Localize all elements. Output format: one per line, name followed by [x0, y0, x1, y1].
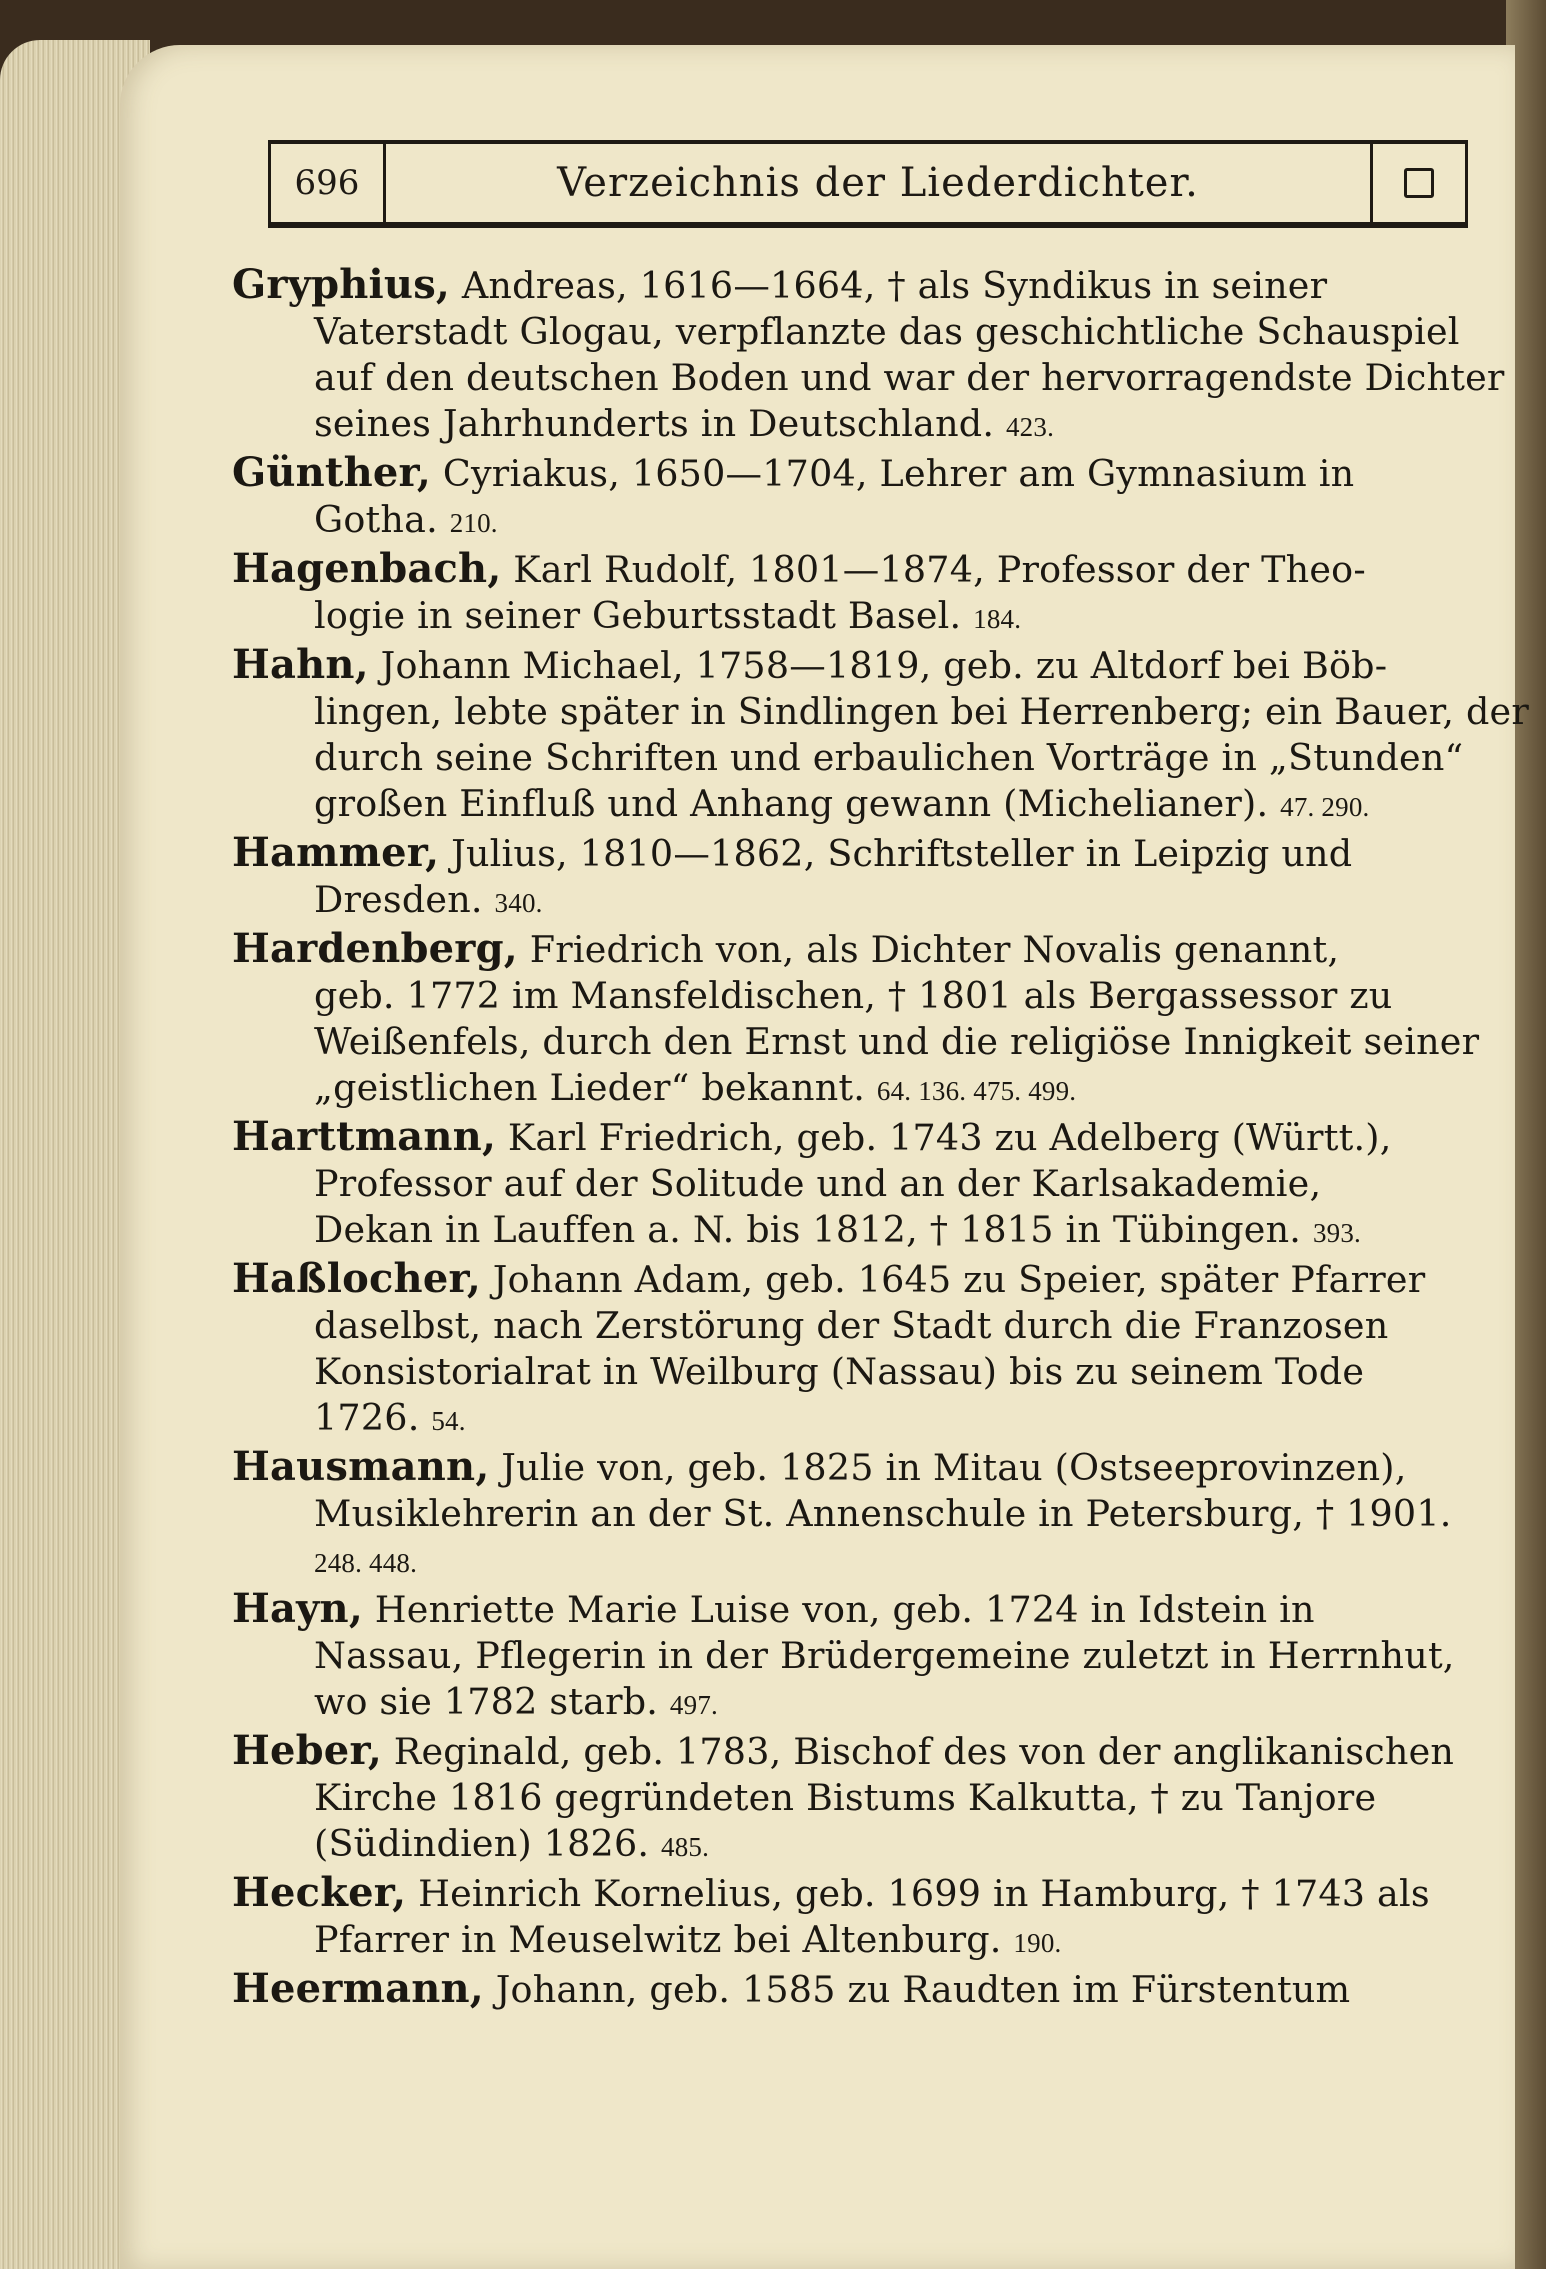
entry-continuation-line	[232, 735, 1474, 781]
entry-text: Dekan in Lauffen a. N. bis 1812, † 1815 in Tübingen.	[314, 1208, 1302, 1251]
page-header	[268, 140, 1468, 228]
entry-continuation-line	[232, 1775, 1474, 1821]
entry-first-line	[232, 450, 1474, 497]
entry-continuation-line	[232, 877, 1474, 926]
poet-name: Hagenbach,	[232, 545, 502, 592]
page-title: Verzeichnis der Liederdichter.	[557, 160, 1199, 206]
entry-first-line	[232, 262, 1474, 309]
entry-text: durch seine Schriften und erbaulichen Vorträge in „Stunden“	[314, 736, 1464, 779]
entry-text: daselbst, nach Zerstörung der Stadt durch die Franzosen	[314, 1304, 1389, 1347]
entry-text: (Südindien) 1826.	[314, 1822, 650, 1865]
hymn-reference-numbers: 485.	[661, 1832, 710, 1862]
entry-text: Pfarrer in Meuselwitz bei Altenburg.	[314, 1918, 1002, 1961]
entry-first-line	[232, 1256, 1474, 1303]
entry-continuation-line	[232, 401, 1474, 450]
entry-first-line	[232, 642, 1474, 689]
entry-continuation-line	[232, 689, 1529, 735]
hymn-reference-numbers: 340.	[494, 888, 543, 918]
hymn-reference-numbers: 47. 290.	[1280, 792, 1370, 822]
hymn-reference-numbers: 497.	[669, 1690, 718, 1720]
entry-text: seines Jahrhunderts in Deutschland.	[314, 402, 995, 445]
entry-continuation-line	[232, 309, 1474, 355]
entry-continuation-line	[232, 1065, 1474, 1114]
poet-entry	[232, 1728, 1474, 1870]
poet-name: Günther,	[232, 449, 432, 496]
poet-name: Hammer,	[232, 829, 440, 876]
poet-entry	[232, 1870, 1474, 1966]
entry-text: Henriette Marie Luise von, geb. 1724 in Idstein in	[374, 1588, 1315, 1631]
entry-continuation-line	[232, 781, 1474, 830]
entry-text: Julie von, geb. 1825 in Mitau (Ostseeprovinzen),	[501, 1446, 1407, 1489]
entry-continuation-line	[232, 973, 1474, 1019]
poet-name: Hausmann,	[232, 1443, 490, 1490]
entry-text: Professor auf der Solitude und an der Karlsakademie,	[314, 1162, 1322, 1205]
entry-continuation-line	[232, 1537, 1474, 1586]
poet-entry	[232, 830, 1474, 926]
entry-text: 1726.	[314, 1396, 420, 1439]
poet-entry	[232, 1444, 1474, 1586]
entry-continuation-line	[232, 497, 1474, 546]
poet-name: Hardenberg,	[232, 925, 518, 972]
poet-entry	[232, 1966, 1474, 2013]
poet-entry	[232, 450, 1474, 546]
entry-continuation-line	[232, 1821, 1474, 1870]
entry-first-line	[232, 1966, 1474, 2013]
entry-text: Johann Michael, 1758—1819, geb. zu Altdorf bei Böb-	[380, 644, 1388, 687]
entry-text: Karl Friedrich, geb. 1743 zu Adelberg (Württ.),	[507, 1116, 1392, 1159]
entry-first-line	[232, 1444, 1474, 1491]
entry-text: Julius, 1810—1862, Schriftsteller in Leipzig und	[451, 832, 1353, 875]
entry-text: Cyriakus, 1650—1704, Lehrer am Gymnasium in	[442, 452, 1355, 495]
entry-text: Nassau, Pflegerin in der Brüdergemeine zuletzt in Herrnhut,	[314, 1634, 1455, 1677]
entry-text: „geistlichen Lieder“ bekannt.	[314, 1066, 866, 1109]
entry-continuation-line	[232, 1349, 1474, 1395]
entry-text: Gotha.	[314, 498, 438, 541]
hymn-reference-numbers: 393.	[1312, 1218, 1361, 1248]
poet-entry	[232, 261, 1505, 450]
poet-name: Haßlocher,	[232, 1255, 481, 1302]
poet-name: Heber,	[232, 1727, 382, 1774]
entry-continuation-line	[232, 1303, 1474, 1349]
poet-name: Hayn,	[232, 1585, 363, 1632]
poet-name: Hecker,	[232, 1869, 407, 1916]
entry-text: Konsistorialrat in Weilburg (Nassau) bis zu seinem Tode	[314, 1350, 1365, 1393]
hymn-reference-numbers: 184.	[973, 604, 1022, 634]
entry-text: Karl Rudolf, 1801—1874, Professor der Theo-	[513, 548, 1366, 591]
entry-first-line	[232, 1870, 1474, 1917]
entry-continuation-line	[232, 1207, 1474, 1256]
hymn-reference-numbers: 210.	[449, 508, 498, 538]
page-number: 696	[271, 144, 386, 222]
hymn-reference-numbers: 54.	[431, 1406, 466, 1436]
entry-text: lingen, lebte später in Sindlingen bei Herrenberg; ein Bauer, der	[314, 690, 1529, 733]
entry-continuation-line	[232, 1019, 1480, 1065]
entry-text: Dresden.	[314, 878, 483, 921]
entry-first-line	[232, 1728, 1474, 1775]
entry-continuation-line	[232, 355, 1505, 401]
poet-name: Gryphius,	[232, 261, 451, 308]
entry-continuation-line	[232, 1917, 1474, 1966]
header-box-cell	[1370, 144, 1465, 222]
entry-text: Vaterstadt Glogau, verpflanzte das geschichtliche Schauspiel	[314, 310, 1460, 353]
poet-entry	[232, 1586, 1474, 1728]
entry-first-line	[232, 1586, 1474, 1633]
entry-text: Friedrich von, als Dichter Novalis genannt,	[529, 928, 1340, 971]
entry-first-line	[232, 546, 1474, 593]
entry-text: geb. 1772 im Mansfeldischen, † 1801 als Bergassessor zu	[314, 974, 1393, 1017]
entry-continuation-line	[232, 1679, 1474, 1728]
poet-name: Hahn,	[232, 641, 369, 688]
poet-name: Harttmann,	[232, 1113, 497, 1160]
entry-text: großen Einfluß und Anhang gewann (Michelianer).	[314, 782, 1269, 825]
poet-entry	[232, 546, 1474, 642]
hymn-reference-numbers: 64. 136. 475. 499.	[876, 1076, 1077, 1106]
poet-entry	[232, 1256, 1474, 1444]
hymn-reference-numbers: 423.	[1005, 412, 1055, 442]
poet-index-list	[232, 261, 1529, 2013]
entry-text: Kirche 1816 gegründeten Bistums Kalkutta, † zu Tanjore	[314, 1776, 1377, 1819]
entry-continuation-line	[232, 593, 1474, 642]
poet-entry	[232, 641, 1529, 830]
hymn-reference-numbers: 190.	[1013, 1928, 1062, 1958]
entry-continuation-line	[232, 1395, 1474, 1444]
hymn-reference-numbers: 248. 448.	[314, 1548, 418, 1578]
poet-entry	[232, 1114, 1474, 1256]
entry-text: wo sie 1782 starb.	[314, 1680, 659, 1723]
entry-text: logie in seiner Geburtsstadt Basel.	[314, 594, 962, 637]
entry-first-line	[232, 926, 1474, 973]
entry-first-line	[232, 830, 1474, 877]
entry-text: Musiklehrerin an der St. Annenschule in Petersburg, † 1901.	[314, 1492, 1452, 1535]
poet-name: Heermann,	[232, 1965, 484, 2012]
entry-first-line	[232, 1114, 1474, 1161]
entry-text: Andreas, 1616—1664, † als Syndikus in seiner	[461, 264, 1328, 307]
entry-text: Heinrich Kornelius, geb. 1699 in Hamburg, † 1743 als	[418, 1872, 1430, 1915]
entry-text: Johann Adam, geb. 1645 zu Speier, später Pfarrer	[492, 1258, 1426, 1301]
entry-text: auf den deutschen Boden und war der hervorragendste Dichter	[314, 356, 1505, 399]
entry-text: Weißenfels, durch den Ernst und die religiöse Innigkeit seiner	[314, 1020, 1480, 1063]
square-ornament-icon	[1404, 168, 1434, 198]
entry-continuation-line	[232, 1633, 1474, 1679]
entry-text: Johann, geb. 1585 zu Raudten im Fürstentum	[495, 1968, 1351, 2011]
entry-continuation-line	[232, 1161, 1474, 1207]
entry-continuation-line	[232, 1491, 1474, 1537]
entry-text: Reginald, geb. 1783, Bischof des von der anglikanischen	[393, 1730, 1455, 1773]
poet-entry	[232, 925, 1480, 1114]
